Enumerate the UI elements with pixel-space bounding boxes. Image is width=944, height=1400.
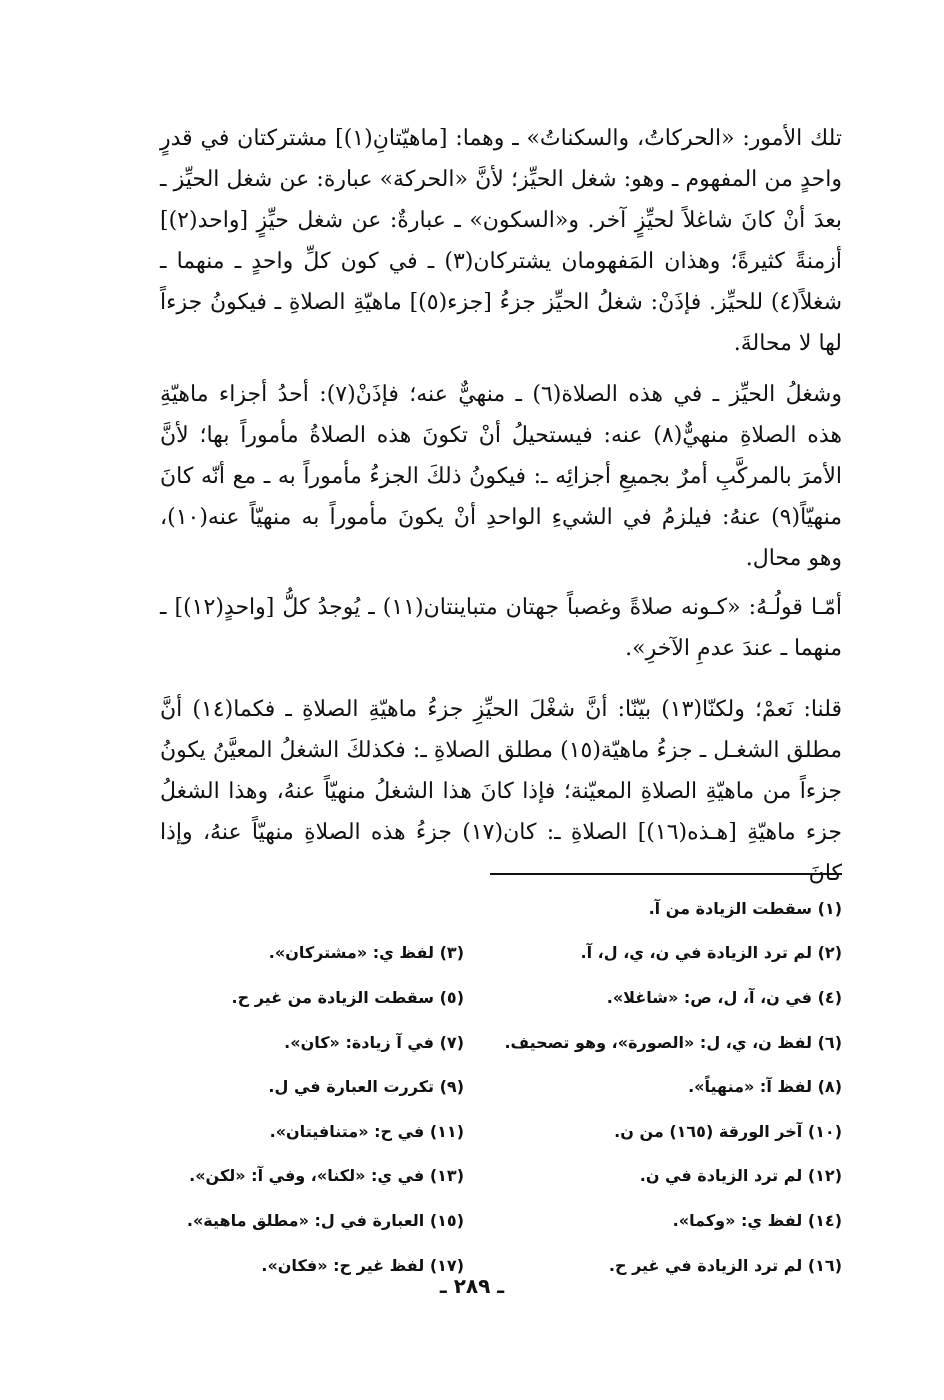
footnote-row: [160, 1020, 842, 1065]
footnote: (١٧) لفظ غير ح: «فكان».: [261, 1255, 464, 1275]
paragraph: أمّـا قولُـهُ: «كـونه صلاةً وغصباً جهتان متباينتان(١١) ـ يُوجدُ كلُّ [واحدٍ(١٢)] ـ منهما ـ عندَ عدمِ الآخرِ».: [160, 595, 842, 661]
paragraph: تلك الأمور: «الحركاتُ، والسكناتُ» ـ وهما: [ماهيّتانِ(١)] مشتركتان في قدرٍ واحدٍ من المفهوم ـ وهو: شغل الحيِّز؛ لأنَّ «الحركة» عبارة: عن شغل الحيِّز ـ بعدَ أنْ كانَ شاغلاً لحيِّزٍ آخر. و«السكون» ـ عبارةٌ: عن شغل حيِّزٍ [واحد(٢)] أزمنةً كثيرةً؛ وهذان المَفهومان يشتركان(٣) ـ في كون كلِّ واحدٍ ـ منهما ـ شغلاً(٤) للحيِّز. فإذَنْ: شغلُ الحيِّز جزءُ [جزء(٥)] ماهيّةِ الصلاةِ ـ فيكونُ جزءاً لها لا محالةَ.: [160, 126, 843, 356]
footnote-row: [160, 975, 842, 1020]
footnote: (٣) لفظ ي: «مشتركان».: [268, 943, 464, 963]
paragraph: وشغلُ الحيِّز ـ في هذه الصلاة(٦) ـ منهيٌّ عنه؛ فإذَنْ(٧): أحدُ أجزاء ماهيّةِ هذه الصلاةِ منهيٌّ(٨) عنه: فيستحيلُ أنْ تكونَ هذه الصلاةُ مأموراً بها؛ لأنَّ الأمرَ بالمركَّبِ أمرٌ بجميعِ أجزائِه ـ: فيكونُ ذلكَ الجزءُ مأموراً به ـ مع أنّه كانَ منهيّاً(٩) عنهُ: فيلزمُ في الشيءِ الواحدِ أنْ يكونَ مأموراً به منهيّاً عنه(١٠)، وهو محال.: [160, 382, 842, 571]
footnote: (١) سقطت الزيادة من آ.: [648, 898, 842, 918]
footnote-row: [160, 1064, 842, 1109]
footnote: (١٤) لفظ ي: «وكما».: [672, 1210, 842, 1230]
footnote: (٤) في ن، آ، ل، ص: «شاغلا».: [606, 987, 842, 1007]
footnote: (١٥) العبارة في ل: «مطلق ماهية».: [186, 1210, 464, 1230]
paragraph: قلنا: نَعمْ؛ ولكنّا(١٣) بيّنّا: أنَّ شغْلَ الحيِّزِ جزءُ ماهيّةِ الصلاةِ ـ فكما(١٤) أنَّ مطلق الشغـل ـ جزءُ ماهيّة(١٥) مطلق الصلاةِ ـ: فكذلكَ الشغلُ المعيَّنُ يكونُ جزءاً من ماهيّةِ الصلاةِ المعيّنة؛ فإذا كانَ هذا الشغلُ منهيّاً عنهُ، وهذا الشغلُ جزء ماهيّةِ [هـذه(١٦)] الصلاةِ ـ: كان(١٧) جزءُ هذه الصلاةِ منهيّاً عنهُ، وإذا كانَ: [160, 697, 843, 886]
footnote: (٥) سقطت الزيادة من غير ح.: [231, 987, 464, 1007]
footnote: (٦) لفظ ن، ي، ل: «الصورة»، وهو تصحيف.: [504, 1032, 842, 1052]
footnote: (١٠) آخر الورقة (١٦٥) من ن.: [614, 1121, 842, 1141]
footnote-row: [160, 931, 842, 976]
footnotes: [160, 886, 842, 1287]
footnote: (٨) لفظ آ: «منهياً».: [688, 1077, 842, 1097]
page-number: ـ ٢٨٩ ـ: [439, 1274, 505, 1298]
footnote: (١٢) لم ترد الزيادة في ن.: [639, 1166, 842, 1186]
footnote-divider: [490, 873, 842, 875]
footnote-row: [160, 1154, 842, 1199]
footnote: (٢) لم ترد الزيادة في ن، ي، ل، آ.: [580, 943, 842, 963]
footnote-row: [160, 1198, 842, 1243]
footnote: (١١) في ح: «متنافيتان».: [269, 1121, 464, 1141]
footnote: (١٦) لم ترد الزيادة في غير ح.: [608, 1255, 842, 1275]
footnote: (٧) في آ زيادة: «كان».: [284, 1032, 464, 1052]
footnote-row: [160, 886, 842, 931]
main-text: [160, 118, 842, 894]
footnote: (٩) تكررت العبارة في ل.: [268, 1077, 464, 1097]
footnote: (١٣) في ي: «لكنا»، وفي آ: «لكن».: [189, 1166, 464, 1186]
footnote-row: [160, 1109, 842, 1154]
